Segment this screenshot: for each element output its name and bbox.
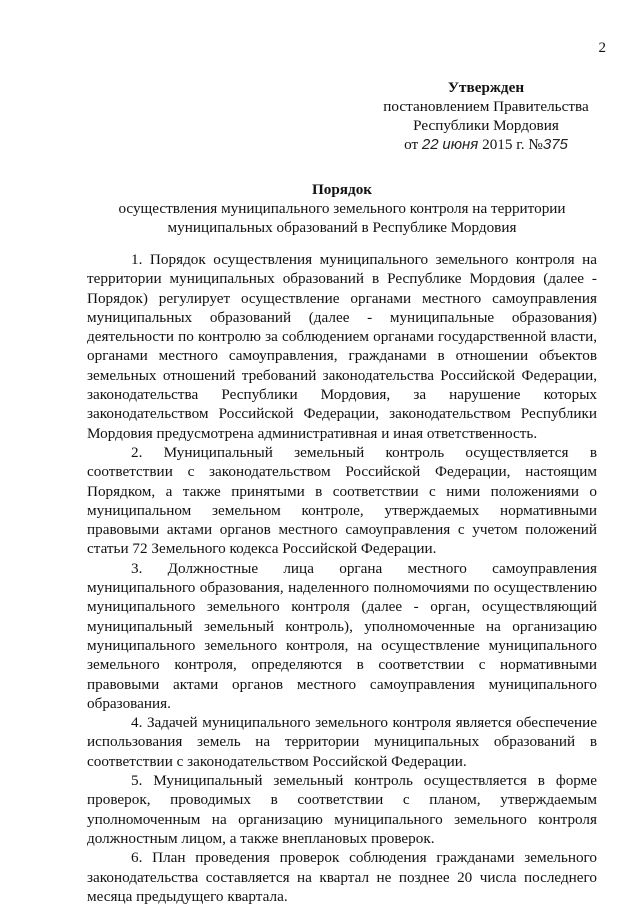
paragraph-6: 6. План проведения проверок соблюдения гражданами земельного законодательства составляется на квартал не позднее 20 числа последнего месяца предыдущего квартала. xyxy=(87,849,597,905)
approval-date-line xyxy=(356,135,616,154)
title-main: Порядок xyxy=(311,181,373,198)
approval-line-republic: Республики Мордовия xyxy=(413,117,559,134)
date-year: 2015 г. № xyxy=(482,136,543,153)
paragraph-3: 3. Должностные лица органа местного самоуправления муниципального образования, наделенного полномочиями по осуществлению муниципального земельного контроля (далее - орган, осуществляющий муниципальный земельный контроль), уполномоченные на организацию муниципального земельного контроля, на осуществление муниципального земельного контроля, определяются в соответствии с нормативными правовыми актами органов местного самоуправления муниципального образования. xyxy=(87,559,597,712)
paragraph-1: 1. Порядок осуществления муниципального земельного контроля на территории муниципальных образований в Республике Мордовия (далее - Порядок) регулирует осуществление органами местного самоуправления муниципальных образований (далее - муниципальные образования) деятельности по контролю за соблюдением органами государственной власти, органами местного самоуправления, гражданами в отношении объектов земельных отношений требований законодательства Российской Федерации, законодательства Республики Мордовия, за нарушение которых законодательством Российской Федерации, законодательством Республики Мордовия предусмотрена административная и иная ответственность. xyxy=(87,251,597,442)
date-day: 22 xyxy=(421,136,439,153)
date-prefix: от xyxy=(404,136,419,153)
title-sub-line2: муниципальных образований в Республике Мордовия xyxy=(167,219,517,236)
page-number: 2 xyxy=(598,40,606,56)
date-month: июня xyxy=(442,136,479,153)
document-number: 375 xyxy=(542,136,568,153)
approval-stamp-block xyxy=(356,78,616,154)
paragraph-2: 2. Муниципальный земельный контроль осуществляется в соответствии с законодательством Российской Федерации, настоящим Порядком, а также принятыми в соответствии с ними положениями о муниципальном земельном контроле, утверждаемых нормативными правовыми актами органов местного самоуправления с учетом положений статьи 72 Земельного кодекса Российской Федерации. xyxy=(87,443,597,558)
paragraph-5: 5. Муниципальный земельный контроль осуществляется в форме проверок, проводимых в соответствии с планом, утверждаемым уполномоченным на организацию муниципального земельного контроля должностным лицом, а также внеплановых проверок. xyxy=(87,772,597,847)
approval-heading: Утвержден xyxy=(447,79,525,96)
paragraph-4: 4. Задачей муниципального земельного контроля является обеспечение использования земель на территории муниципальных образований в соответствии с законодательством Российской Федерации. xyxy=(87,714,597,770)
document-title xyxy=(90,180,594,237)
title-sub-line1: осуществления муниципального земельного контроля на территории xyxy=(118,200,566,217)
approval-line-resolution: постановлением Правительства xyxy=(383,98,589,115)
document-body xyxy=(87,250,597,906)
